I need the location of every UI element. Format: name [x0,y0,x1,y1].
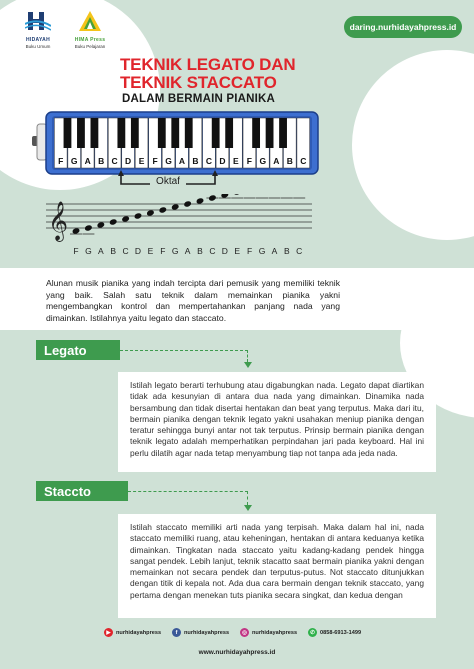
staff-note-label: A [271,246,278,256]
black-key [131,118,139,148]
key-label: B [192,156,199,166]
black-key [77,118,85,148]
staff-note-label: G [258,246,266,256]
black-key [171,118,179,148]
staff-note-label: E [234,246,241,256]
black-key [185,118,193,148]
staff-note-label: E [147,246,154,256]
staff-note-label: D [221,246,228,256]
hima-press-logo-name: HIMA Press [74,37,106,43]
staff-note-label: G [85,246,92,256]
hima-press-logo-icon [78,10,102,32]
note-head [233,194,242,196]
whatsapp-link[interactable] [308,628,361,637]
music-staff [46,194,316,258]
key-label: F [58,156,64,166]
staff-note-label: B [110,246,117,256]
black-key [266,118,274,148]
title-line-1: TEKNIK LEGATO DAN [120,55,296,74]
staff-note-label: B [283,246,290,256]
title-line-2: TEKNIK STACCATO [120,73,277,92]
key-label: A [178,156,186,166]
pianika-illustration [32,110,322,178]
note-head [121,215,130,222]
key-label: B [98,156,105,166]
hidayah-logo-name: HIDAYAH [26,37,50,43]
note-head [109,218,118,225]
note-head [97,221,106,228]
instagram-icon: ◎ [240,628,249,637]
whatsapp-icon: ✆ [308,628,317,637]
website-badge[interactable]: daring.nurhidayahpress.id [344,16,462,38]
key-label: F [152,156,158,166]
staff-labels [73,246,302,256]
note-head [84,224,93,231]
staccato-card [118,514,436,618]
instagram-handle: nurhidayahpress [252,629,298,636]
title-line-3: DALAM BERMAIN PIANIKA [122,93,276,105]
note-head [146,209,155,216]
note-head [183,200,192,207]
facebook-link[interactable] [172,628,229,637]
note-head [171,203,180,210]
note-head [196,197,205,204]
footer [0,624,474,669]
oktaf-label: Oktaf [150,176,186,187]
key-label: C [205,156,213,166]
staccato-connector-drop [247,491,248,505]
note-head [208,194,217,201]
staff-note-label: F [160,246,166,256]
black-keys [64,118,287,148]
youtube-icon: ▶ [104,628,113,637]
staff-note-label: F [73,246,79,256]
staff-note-label: A [97,246,104,256]
key-label: C [300,156,307,166]
key-label: E [233,156,239,166]
staccato-text: Istilah staccato memiliki arti nada yang terpisah. Maka dalam hal ini, nada staccato memiliki ruang, atau keheningan, hentakan di antara keduanya ketika dimainkan. Tingkatan nada staccato yaitu kadang-kadang pendek hingga sangat pendek. Lebih lanjut, teknik stacatto saat bermain pianika yakni dengan memainkan not secara pendek dan terputus-putus. Not staccato ditunjukkan dengan titik di kepala not. Ada dua cara bermain dengan teknik staccato, yang pertama dengan menekan tuts pianika secara singkat, dan kedua dengan [130,522,424,600]
black-key [117,118,125,148]
black-key [252,118,260,148]
key-label: B [286,156,293,166]
staff-note-label: C [209,246,216,256]
black-key [64,118,72,148]
key-label: D [219,156,226,166]
staff-lines [46,204,312,228]
staff-note-label: F [246,246,253,256]
staff-note-label: B [197,246,203,256]
staff-note-label: G [171,246,179,256]
instagram-link[interactable] [240,628,297,637]
treble-clef-icon: 𝄞 [48,201,69,241]
facebook-icon: f [172,628,181,637]
hidayah-logo[interactable] [18,10,58,49]
key-label: A [84,156,91,166]
black-key [279,118,287,148]
legato-arrow-icon [244,362,252,368]
hima-press-logo[interactable] [62,10,118,49]
black-key [91,118,99,148]
hidayah-logo-icon [25,10,51,32]
note-head [134,212,143,219]
staccato-heading: Staccto [36,481,128,501]
youtube-handle: nurhidayahpress [116,629,162,636]
key-label: A [273,156,280,166]
staff-notes [70,194,305,235]
key-label: G [165,156,172,166]
key-label: E [138,156,145,166]
legato-connector-drop [247,350,248,362]
black-key [225,118,233,148]
staccato-connector-line [128,491,248,492]
key-label: G [259,156,267,166]
note-head [159,206,168,213]
staccato-arrow-icon [244,505,252,511]
hidayah-logo-sub: Buku Umum [25,44,51,49]
key-label: F [246,156,252,166]
legato-text: Istilah legato berarti terhubung atau digabungkan nada. Legato dapat diartikan tidak ada kesunyian di antara dua nada yang dimainkan. Dinamika nada bersambung dan tidak disertai hentakan dan beat yang terputus. Maka dari itu, bermain pianika dengan teknik legato yakni usahakan meniup pianika dengan teratur sehingga bunyi antar not tak terputus. Prinsip bermain pianika dengan teknik legato adalah memperhatikan perpindahan jari pada keyboard. Hal ini perlu dilatih agar nada tetap menyambung tiap not tanpa ada jeda nada. [130,380,424,458]
staff-note-label: A [184,246,191,256]
key-label: G [70,156,78,166]
note-head [72,227,81,234]
black-key [158,118,166,148]
footer-website[interactable]: www.nurhidayahpress.id [198,649,276,656]
staff-note-label: C [122,246,129,256]
hima-press-logo-sub: Buku Pelajaran [74,44,106,49]
whatsapp-number: 0858-6913-1499 [320,629,362,636]
youtube-link[interactable] [104,628,161,637]
facebook-handle: nurhidayahpress [184,629,230,636]
staff-note-label: C [296,246,303,256]
key-label: D [125,156,132,166]
legato-connector-line [120,350,248,351]
black-key [212,118,220,148]
legato-heading: Legato [36,340,120,360]
intro-paragraph: Alunan musik pianika yang indah tercipta dari pemusik yang memiliki teknik yang baik. Salah satu teknik dalam memainkan pianika yakni mengembangkan kontrol dan mempertahankan panjang nada yang dimainkan. Istilahnya yaitu legato dan staccato. [46,278,340,323]
key-label: C [111,156,118,166]
legato-card [118,372,436,472]
staff-note-label: D [134,246,142,256]
